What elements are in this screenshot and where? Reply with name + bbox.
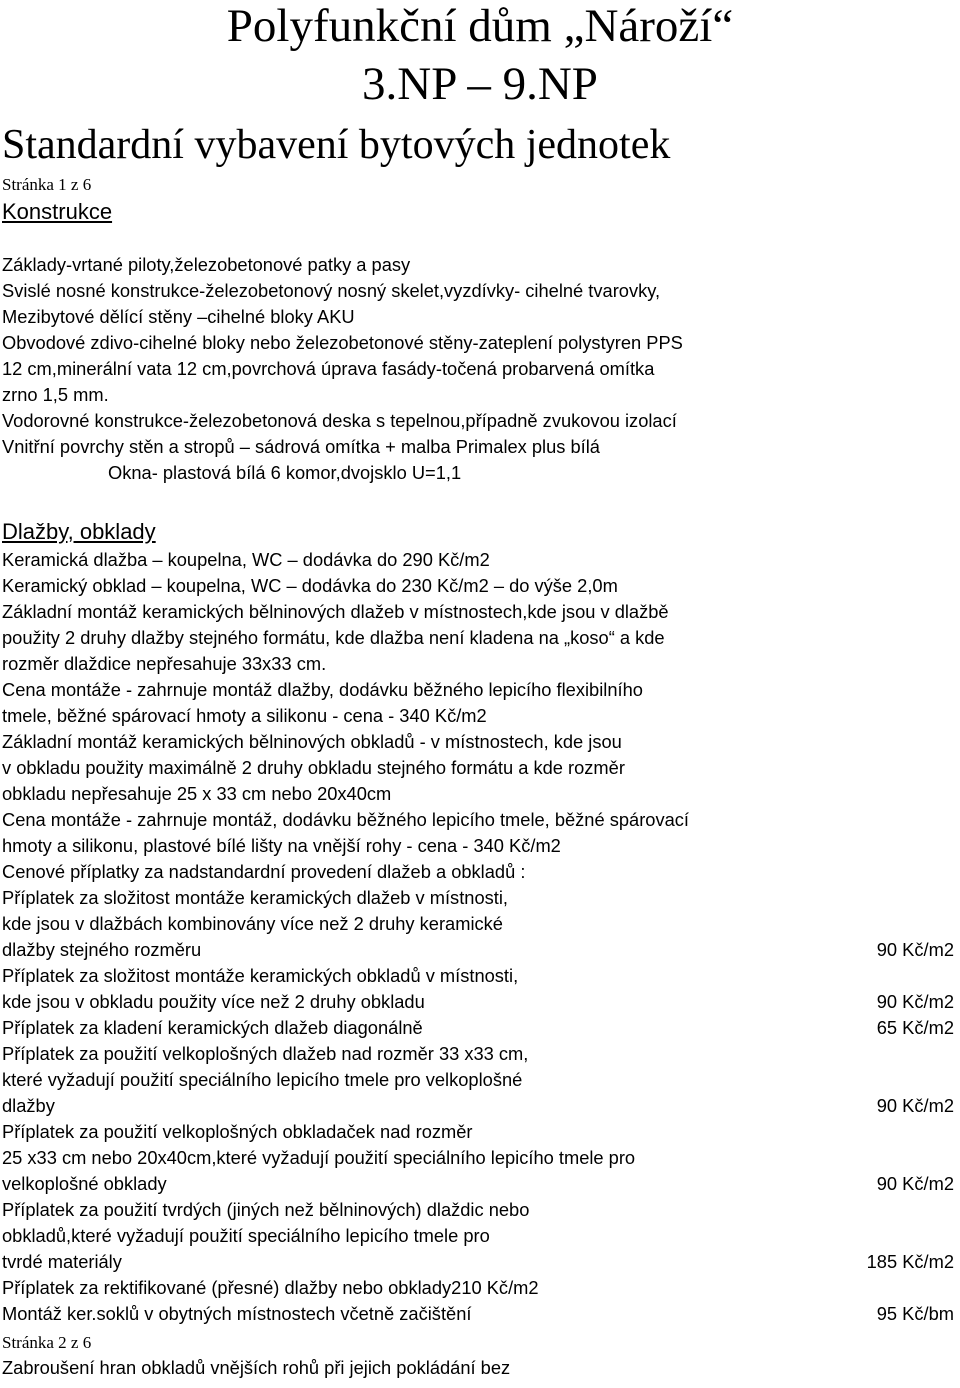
dlazby-line: Příplatek za použití tvrdých (jiných než bělninových) dlaždic nebo	[2, 1199, 530, 1220]
dlazby-line: Cenové příplatky za nadstandardní provedení dlažeb a obkladů :	[2, 861, 526, 882]
dlazby-line: rozměr dlaždice nepřesahuje 33x33 cm.	[2, 653, 327, 674]
dlazby-line: kde jsou v dlažbách kombinovány více než 2 druhy keramické	[2, 913, 503, 934]
dlazby-line: Keramická dlažba – koupelna, WC – dodávka do 290 Kč/m2	[2, 549, 490, 570]
surcharge-price: 185 Kč/m2	[866, 1251, 954, 1272]
document-title-floors: 3.NP – 9.NP	[362, 58, 598, 110]
surcharge-price: 90 Kč/m2	[876, 1095, 954, 1116]
dlazby-line: tvrdé materiály	[2, 1251, 122, 1272]
section-heading-konstrukce: Konstrukce	[2, 199, 113, 224]
surcharge-price: 90 Kč/m2	[876, 1173, 954, 1194]
dlazby-line: dlažby stejného rozměru	[2, 939, 202, 960]
dlazby-line: velkoplošné obklady	[2, 1173, 167, 1194]
dlazby-line: v obkladu použity maximálně 2 druhy obkladu stejného formátu a kde rozměr	[2, 757, 625, 778]
dlazby-line: Příplatek za složitost montáže keramických dlažeb v místnosti,	[2, 887, 508, 908]
dlazby-line: Montáž ker.soklů v obytných místnostech včetně začištění	[2, 1303, 472, 1324]
dlazby-line: Příplatek za kladení keramických dlažeb diagonálně	[2, 1017, 423, 1038]
surcharge-price: 95 Kč/bm	[876, 1303, 954, 1324]
dlazby-line: Příplatek za rektifikované (přesné) dlažby nebo obklady210 Kč/m2	[2, 1277, 539, 1298]
surcharge-price: 90 Kč/m2	[876, 991, 954, 1012]
dlazby-line: Cena montáže - zahrnuje montáž dlažby, dodávku běžného lepicího flexibilního	[2, 679, 643, 700]
dlazby-line: Příplatek za složitost montáže keramických obkladů v místnosti,	[2, 965, 519, 986]
surcharge-price: 65 Kč/m2	[876, 1017, 954, 1038]
dlazby-line: Zabroušení hran obkladů vnějších rohů při jejich pokládání bez	[2, 1357, 511, 1378]
page-number: Stránka 1 z 6	[2, 175, 92, 194]
konstrukce-line: Obvodové zdivo-cihelné bloky nebo železobetonové stěny-zateplení polystyren PPS	[2, 332, 683, 353]
konstrukce-okna-line: Okna- plastová bílá 6 komor,dvojsklo U=1,1	[108, 462, 462, 483]
dlazby-line: 25 x33 cm nebo 20x40cm,které vyžadují použití speciálního lepicího tmele pro	[2, 1147, 636, 1168]
dlazby-line: Příplatek za použití velkoplošných dlažeb nad rozměr 33 x33 cm,	[2, 1043, 529, 1064]
dlazby-line: kde jsou v obkladu použity více než 2 druhy obkladu	[2, 991, 425, 1012]
dlazby-line: tmele, běžné spárovací hmoty a silikonu - cena - 340 Kč/m2	[2, 705, 487, 726]
konstrukce-line: Vnitřní povrchy stěn a stropů – sádrová omítka + malba Primalex plus bílá	[2, 436, 600, 457]
konstrukce-line: 12 cm,minerální vata 12 cm,povrchová úprava fasády-točená probarvená omítka	[2, 358, 655, 379]
konstrukce-line: zrno 1,5 mm.	[2, 384, 109, 405]
section-heading-dlazby: Dlažby, obklady	[2, 519, 156, 544]
dlazby-line: použity 2 druhy dlažby stejného formátu, kde dlažba není kladena na „koso“ a kde	[2, 627, 665, 648]
konstrukce-line: Vodorovné konstrukce-železobetonová deska s tepelnou,případně zvukovou izolací	[2, 410, 677, 431]
document-subtitle: Standardní vybavení bytových jednotek	[2, 122, 671, 168]
dlazby-line: které vyžadují použití speciálního lepicího tmele pro velkoplošné	[2, 1069, 523, 1090]
konstrukce-line: Mezibytové dělící stěny –cihelné bloky AKU	[2, 306, 355, 327]
surcharge-price: 90 Kč/m2	[876, 939, 954, 960]
page-number: Stránka 2 z 6	[2, 1333, 92, 1352]
dlazby-line: obkladů,které vyžadují použití speciálního lepicího tmele pro	[2, 1225, 490, 1246]
document-title: Polyfunkční dům „Nároží“	[226, 0, 734, 52]
dlazby-line: hmoty a silikonu, plastové bílé lišty na vnější rohy - cena - 340 Kč/m2	[2, 835, 561, 856]
konstrukce-line: Základy-vrtané piloty,železobetonové patky a pasy	[2, 254, 411, 275]
dlazby-line: obkladu nepřesahuje 25 x 33 cm nebo 20x40cm	[2, 783, 392, 804]
dlazby-line: Základní montáž keramických bělninových dlažeb v místnostech,kde jsou v dlažbě	[2, 601, 669, 622]
dlazby-line: Příplatek za použití velkoplošných obkladaček nad rozměr	[2, 1121, 473, 1142]
dlazby-line: Cena montáže - zahrnuje montáž, dodávku běžného lepicího tmele, běžné spárovací	[2, 809, 689, 830]
dlazby-line: dlažby	[2, 1095, 55, 1116]
konstrukce-line: Svislé nosné konstrukce-železobetonový nosný skelet,vyzdívky- cihelné tvarovky,	[2, 280, 661, 301]
dlazby-line: Základní montáž keramických bělninových obkladů - v místnostech, kde jsou	[2, 731, 622, 752]
dlazby-line: Keramický obklad – koupelna, WC – dodávka do 230 Kč/m2 – do výše 2,0m	[2, 575, 618, 596]
